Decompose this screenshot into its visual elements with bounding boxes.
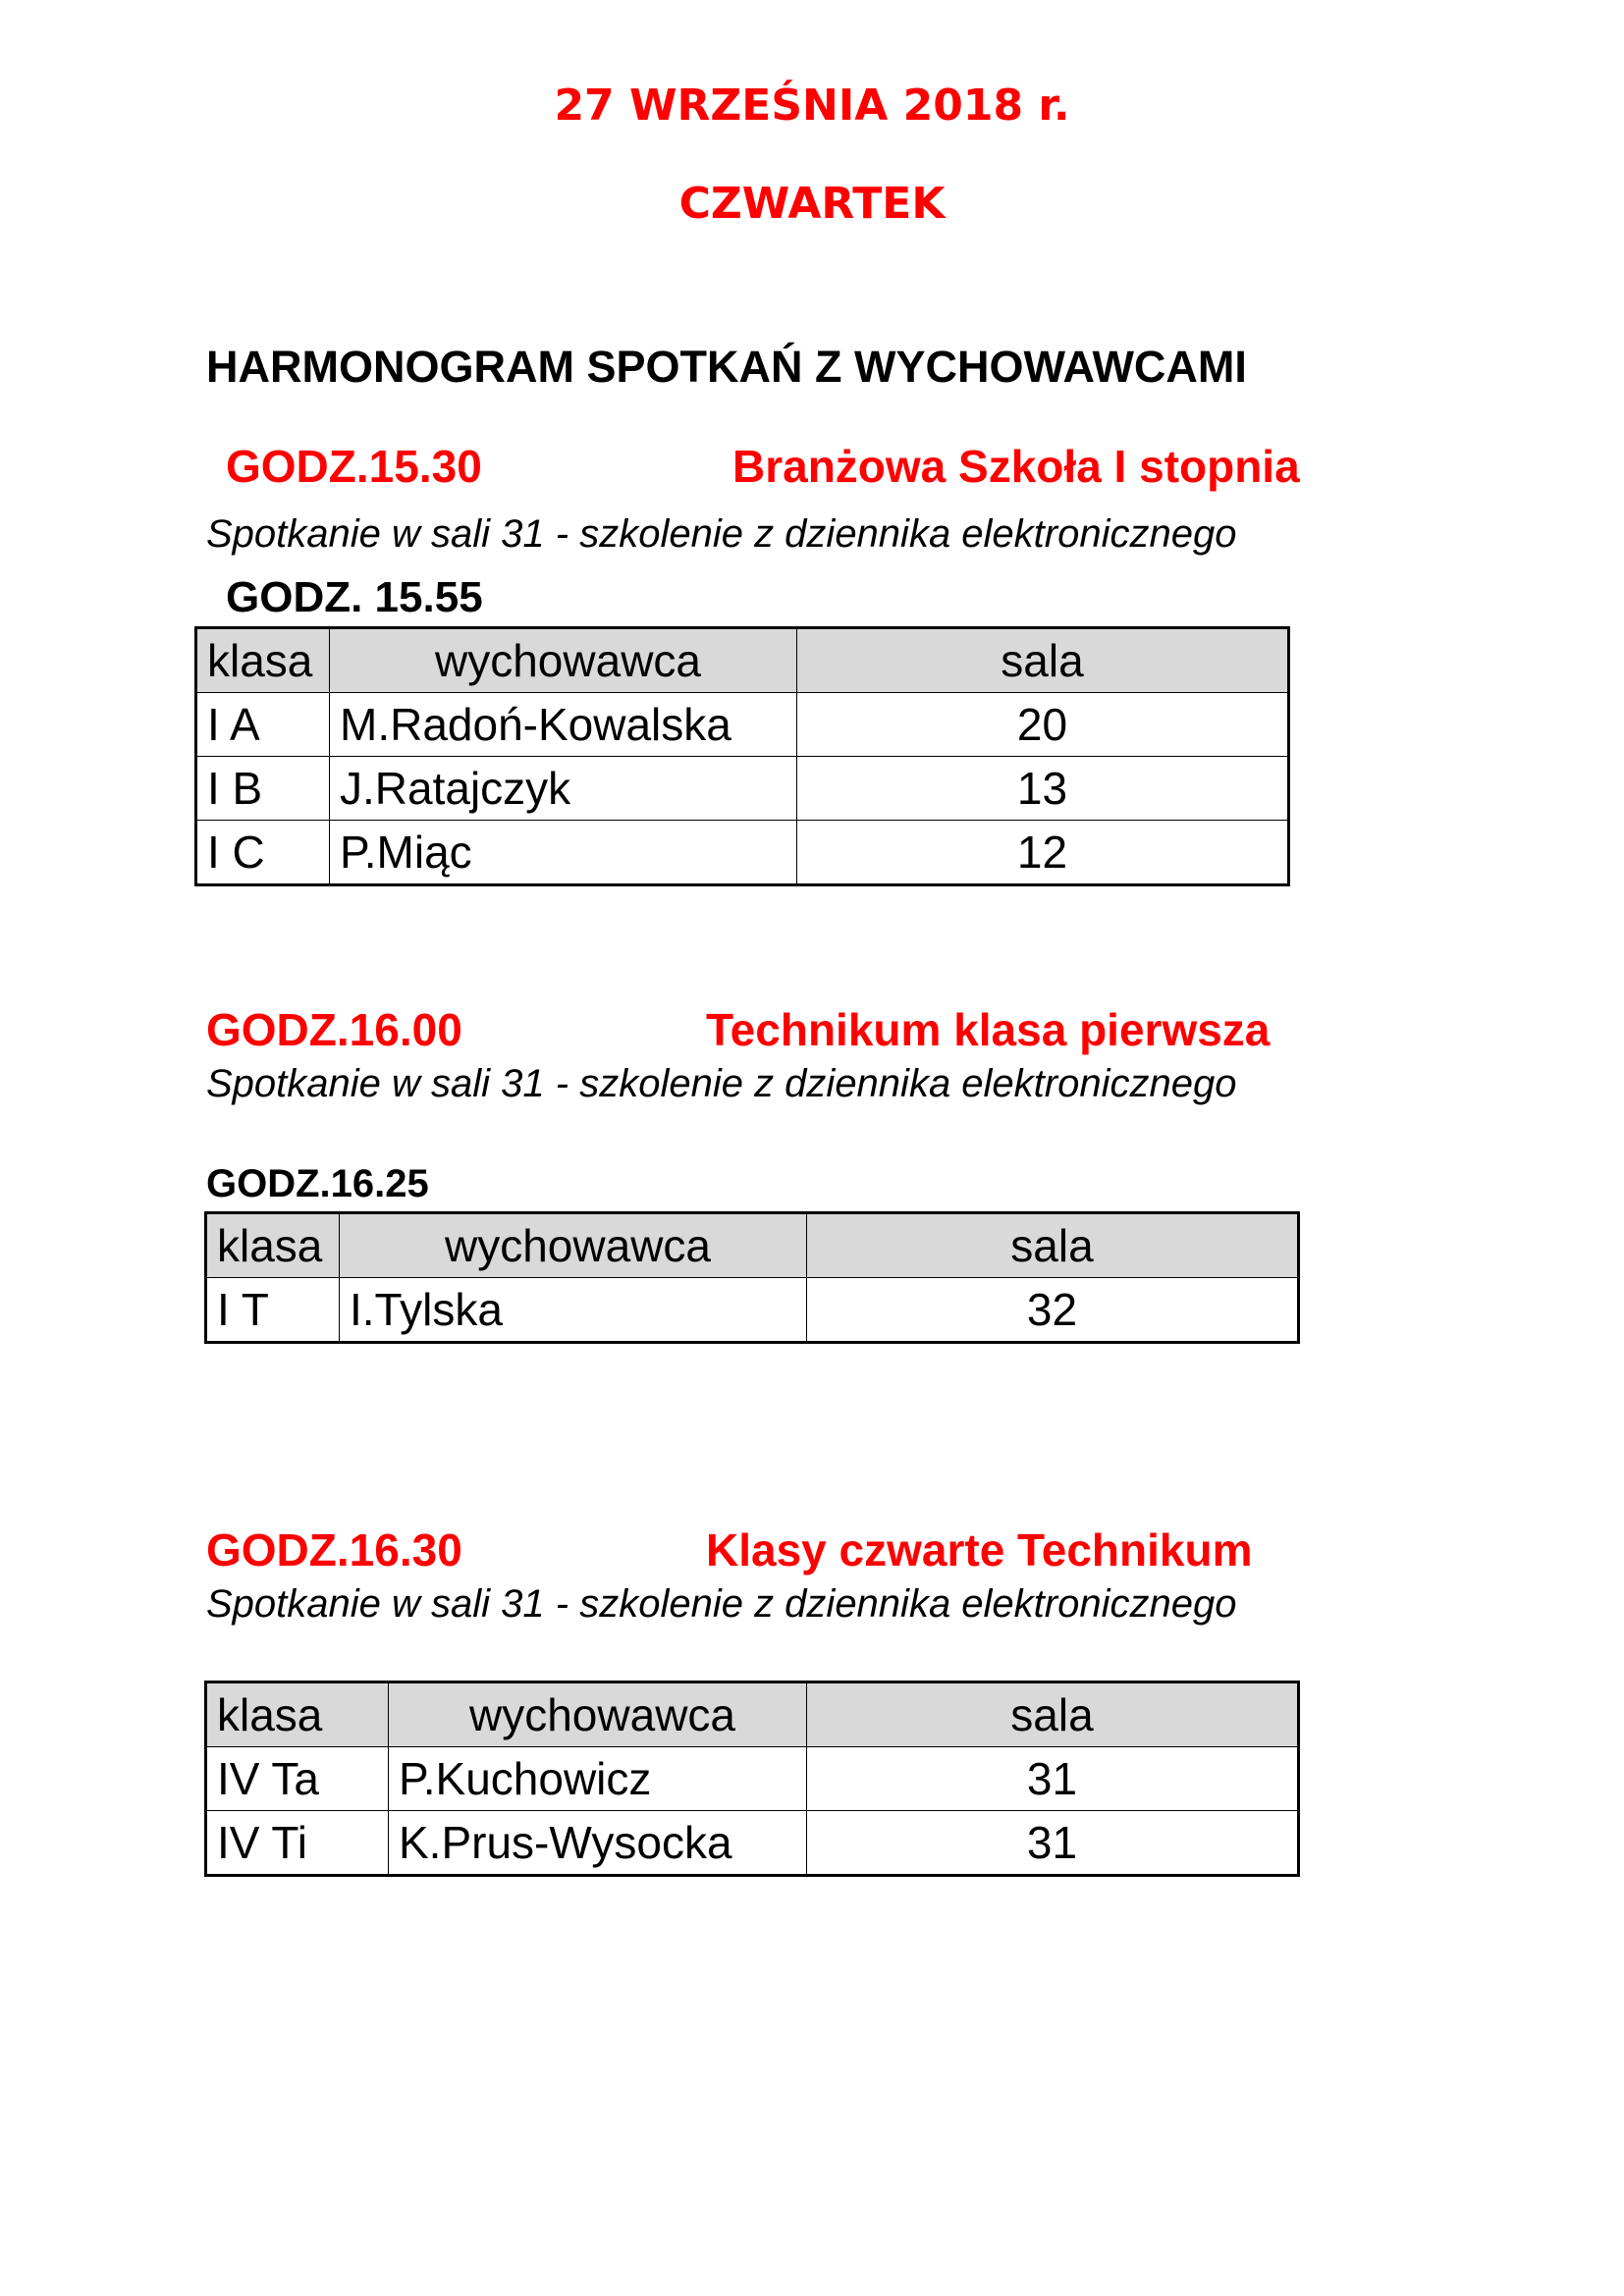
section-2-meeting-time: GODZ.16.25 [206,1162,429,1205]
section-3-group: Klasy czwarte Technikum [706,1524,1253,1575]
section-3-note: Spotkanie w sali 31 - szkolenie z dziennika elektronicznego [206,1582,1237,1626]
room-cell: 12 [797,821,1289,885]
class-cell: I C [196,821,330,885]
table-row [206,1747,1299,1811]
section-3-time: GODZ.16.30 [206,1524,462,1575]
teacher-cell: P.Miąc [330,821,797,885]
table-header-row [206,1213,1299,1278]
table-header-row [206,1682,1299,1747]
section-1-note: Spotkanie w sali 31 - szkolenie z dziennika elektronicznego [206,512,1237,556]
room-cell: 13 [797,757,1289,821]
table-row [196,821,1289,885]
table-row [206,1278,1299,1343]
section-1-time: GODZ.15.30 [226,441,482,492]
document-day: CZWARTEK [678,179,946,229]
teacher-cell: J.Ratajczyk [330,757,797,821]
section-3-table [204,1681,1300,1877]
column-header-room: sala [807,1213,1299,1278]
section-1-table [194,626,1290,886]
room-cell: 20 [797,693,1289,757]
column-header-room: sala [807,1682,1299,1747]
column-header-teacher: wychowawca [340,1213,807,1278]
section-2-table [204,1211,1300,1344]
table-header-row [196,628,1289,693]
table-row [196,757,1289,821]
room-cell: 31 [807,1747,1299,1811]
table-row [206,1811,1299,1876]
column-header-class: klasa [206,1682,389,1747]
page-title: HARMONOGRAM SPOTKAŃ Z WYCHOWAWCAMI [206,342,1247,392]
table-row [196,693,1289,757]
column-header-teacher: wychowawca [330,628,797,693]
section-2-note: Spotkanie w sali 31 - szkolenie z dziennika elektronicznego [206,1062,1237,1105]
teacher-cell: K.Prus-Wysocka [389,1811,807,1876]
class-cell: I T [206,1278,340,1343]
teacher-cell: I.Tylska [340,1278,807,1343]
column-header-class: klasa [196,628,330,693]
class-cell: I B [196,757,330,821]
class-cell: IV Ta [206,1747,389,1811]
class-cell: IV Ti [206,1811,389,1876]
section-2-group: Technikum klasa pierwsza [706,1004,1271,1055]
teacher-cell: M.Radoń-Kowalska [330,693,797,757]
class-cell: I A [196,693,330,757]
column-header-room: sala [797,628,1289,693]
section-1-meeting-time: GODZ. 15.55 [226,573,483,621]
room-cell: 31 [807,1811,1299,1876]
document-date: 27 WRZEŚNIA 2018 r. [554,80,1070,131]
column-header-class: klasa [206,1213,340,1278]
section-2-time: GODZ.16.00 [206,1004,462,1055]
teacher-cell: P.Kuchowicz [389,1747,807,1811]
room-cell: 32 [807,1278,1299,1343]
column-header-teacher: wychowawca [389,1682,807,1747]
section-1-group: Branżowa Szkoła I stopnia [732,441,1300,492]
